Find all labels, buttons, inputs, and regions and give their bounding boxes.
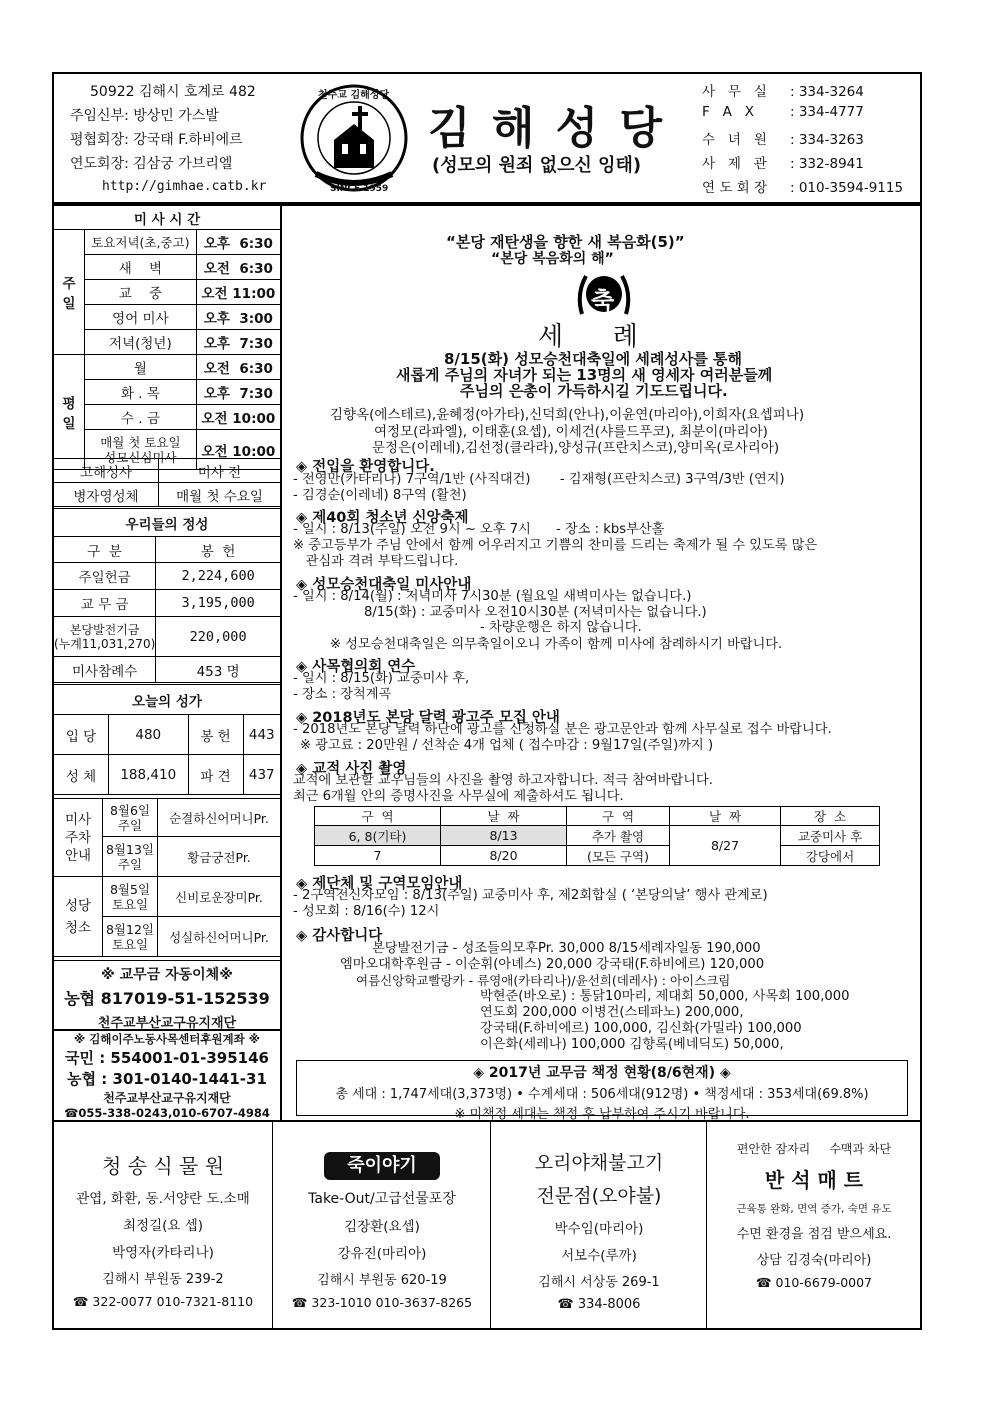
extra-value: 미사 전 [159,459,281,483]
photo-cell: 7 [315,846,441,866]
ad-line: 김해시 서상동 269-1 [538,1275,660,1290]
photo-table-head: 날 짜 [441,807,567,826]
confession-table [53,458,281,507]
youth-festival-line-2: ※ 중고등부가 주님 안에서 함께 어우러지고 기쁨의 찬미를 드리는 축제가 될 수 있도록 많은 [293,538,818,553]
calendar-ad-line-2: ※ 광고료 : 20만원 / 선착순 4개 업체 ( 접수마감 : 9월17일(주일)까지 ) [300,738,714,753]
tithe-status-box [296,1060,908,1122]
ad-plant-nursery [54,1130,272,1309]
duty-date: 8월6일 주일 [103,799,158,837]
ad-phone: ☎ 323-1010 010-3637-8265 [291,1295,473,1310]
parish-url[interactable]: http://gimhae.catb.kr [102,179,267,194]
assumption-line-2: 8/15(화) : 교중미사 오전10시30분 (저녁미사는 없습니다.) [364,605,707,620]
duty-table [53,798,281,957]
ad-porridge-shop [274,1130,490,1310]
ad-line: 김해시 부원동 620-19 [317,1273,447,1288]
group-meeting-line-1: - 2구역전신자모임 : 8/13(주일) 교중미사 후, 제2회합실 ( ‘본당의날’ 행사 관계로) [293,888,768,903]
extra-value: 매월 첫 수요일 [159,483,281,507]
contact-list [702,80,903,200]
contact-label: 사 제 관 [702,156,767,172]
ad-logo-box [324,1152,440,1180]
ad-line: 강유진(마리아) [337,1246,427,1262]
ad-mattress [708,1130,920,1290]
photo-cell: 8/13 [441,826,567,846]
ad-title: 반 석 매 트 [764,1168,864,1192]
mass-time: 오후 7:30 [196,380,280,405]
photo-table-head: 구 역 [315,807,441,826]
parish-priest: 주임신부: 방상민 가스발 [70,108,219,124]
mass-time: 오후 6:30 [196,230,280,255]
mass-name: 월 [85,355,197,380]
ad-line: Take-Out/고급선물포장 [308,1191,456,1207]
center-account-kb: 국민 : 554001-01-395146 [65,1049,269,1067]
duty-group: 성실하신어머니Pr. [158,917,281,957]
baptism-title: 세 례 [538,322,638,352]
offering-table [53,508,281,683]
contact-label: 사 무 실 [702,84,767,100]
hymn-label: 입 당 [54,715,109,755]
extra-label: 고해성사 [54,459,159,483]
thanks-line-5: 연도회 200,000 이병건(스테파노) 200,000, [480,1005,744,1020]
celebrate-text: 축 [591,287,615,315]
assumption-heading: ◈ 성모승천대축일 미사안내 [296,577,472,593]
sunday-label: 주 일 [54,230,85,355]
baptism-line-1: 8/15(화) 성모승천대축일에 세례성사를 통해 [444,350,743,368]
duty-group: 신비로운장미Pr. [158,877,281,917]
mass-title: 미 사 시 간 [54,206,281,230]
clean-label: 성당 청소 [54,877,103,957]
photo-table-head: 구 역 [567,807,670,826]
assumption-line-1: - 일시 : 8/14(월) : 저녁미사 7시30분 (월요일 새벽미사는 없습니다.) [293,589,692,604]
council-retreat-line-1: - 일시 : 8/15(화) 교중미사 후, [293,671,470,686]
photo-schedule-table [314,806,880,866]
contact-value: : 332-8941 [790,156,864,172]
photo-cell: 교중미사 후 [781,826,880,846]
mass-time: 오후 7:30 [196,330,280,355]
offering-value: 220,000 [156,617,281,657]
offering-label: 교 무 금 [54,590,156,617]
council-retreat-heading: ◈ 사목협의회 연수 [296,659,416,675]
baptism-names-3: 문정은(이레네),김선정(클라라),양성규(프란치스코),양미옥(로사리아) [372,440,780,456]
baptism-line-2: 새롭게 주님의 자녀가 되는 13명의 새 영세자 여러분들께 [396,366,773,384]
offering-value: 2,224,600 [156,563,281,590]
duty-date: 8월12일 토요일 [103,917,158,957]
ad-line: 편안한 잠자리 수맥과 차단 [736,1142,892,1156]
logo-since-text: SINCE 1959 [330,184,389,194]
hymn-number: 437 [243,755,280,795]
ad-title: 오리야채불고기 [534,1152,664,1174]
offering-value: 453 명 [156,657,281,683]
tithe-status-title: ◈ 2017년 교무금 책정 현황(8/6현재) ◈ [473,1065,731,1081]
ad-duck-restaurant [492,1130,706,1312]
welcome-line-2: - 김경순(이레네) 8구역 (활천) [293,488,467,503]
offering-value: 3,195,000 [156,590,281,617]
parish-title: 김 해 성 당 [428,103,665,154]
logo-top-text: 천주교 김해성당 [318,90,390,101]
ad-line: 상담 김경숙(마리아) [756,1253,872,1268]
ad-line: 근육통 완화, 면역 증가, 숙면 유도 [736,1203,892,1215]
hymn-label: 성 체 [54,755,109,795]
photo-table-head: 장 소 [781,807,880,826]
mass-name: 저녁(청년) [85,330,197,355]
tithe-status-line-2: ※ 미책정 세대는 책정 후 납부하여 주시기 바랍니다. [454,1107,750,1122]
group-meeting-heading: ◈ 제단체 및 구역모임안내 [296,876,463,892]
photo-cell: 8/20 [441,846,567,866]
contact-label: F A X [702,104,754,120]
bank-transfer-box [53,960,281,1031]
duty-date: 8월13일 주일 [103,837,158,877]
tithe-status-line-1: 총 세대 : 1,747세대(3,373명) • 수계세대 : 506세대(912명) • 책정세대 : 353세대(69.8%) [335,1087,869,1102]
mass-name: 교 중 [85,280,197,305]
baptism-names-2: 여정모(라파엘), 이태훈(요셉), 이세건(샤를드푸코), 최분이(마리아) [374,424,768,440]
mass-name: 영어 미사 [85,305,197,330]
mass-time: 오전 6:30 [196,255,280,280]
hymn-label: 봉 헌 [188,715,243,755]
yeondo-president: 연도회장: 김삼궁 가브리엘 [70,156,233,172]
duty-date: 8월5일 토요일 [103,877,158,917]
thanks-line-4: 박현준(바오로) : 통닭10마리, 제대회 50,000, 사목회 100,000 [480,989,850,1004]
offering-label: 미사참례수 [54,657,156,683]
hymn-label: 파 견 [188,755,243,795]
bank-owner: 천주교부산교구유지재단 [97,1016,237,1031]
group-meeting-line-2: - 성모회 : 8/16(수) 12시 [293,904,440,919]
assumption-line-4: ※ 성모승천대축일은 의무축일이오니 가족이 함께 미사에 참례하시기 바랍니다. [330,637,783,652]
extra-label: 병자영성체 [54,483,159,507]
photo-heading: ◈ 교적 사진 촬영 [296,761,407,777]
offering-label: 본당발전기금 (누계11,031,270) [54,617,156,657]
hymn-table [53,684,281,795]
ad-line: 김해시 부원동 239-2 [102,1272,224,1287]
ad-line: 최정길(요 셉) [122,1218,204,1234]
hymn-title: 오늘의 성가 [54,685,281,715]
bank-account: 농협 817019-51-152539 [64,989,270,1008]
calendar-ad-heading: ◈ 2018년도 본당 달력 광고주 모집 안내 [296,710,560,726]
duty-group: 황금궁전Pr. [158,837,281,877]
ad-line: 서보수(루까) [561,1248,637,1264]
contact-label: 연 도 회 장 [702,180,768,196]
hymn-number: 480 [109,715,189,755]
ad-line: 박영자(카타리나) [112,1245,214,1261]
duty-group: 순결하신어머니Pr. [158,799,281,837]
mass-time: 오전 10:00 [196,405,280,430]
mass-time: 오후 3:00 [196,305,280,330]
photo-cell: 추가 촬영 [567,826,670,846]
migrant-center-box [53,1030,281,1120]
ad-phone: ☎ 334-8006 [557,1297,641,1312]
thanks-line-7: 이은화(세레나) 100,000 김향록(베네딕도) 50,000, [480,1037,784,1052]
parish-subtitle: (성모의 원죄 없으신 잉태) [432,155,642,176]
welcome-heading: ◈ 전입을 환영합니다. [296,459,435,475]
ad-title: 청 송 식 물 원 [101,1154,225,1178]
contact-value: : 334-4777 [790,104,864,120]
thanks-line-3: 여름신앙학교빨랑카 - 류영애(카타리나)/윤선희(데레사) : 아이스크림 [356,973,731,988]
ad-line: 수면 환경을 점검 받으세요. [736,1227,892,1242]
photo-cell: 6, 8(기타) [315,826,441,846]
ad-line: 박수임(마리아) [554,1221,644,1237]
photo-cell: 8/27 [670,826,781,866]
ad-phone: ☎ 322-0077 010-7321-8110 [72,1294,254,1309]
slogan-main: “본당 재탄생을 향한 새 복음화(5)” [446,233,685,251]
center-account-nh: 농협 : 301-0140-1441-31 [67,1070,267,1088]
mass-time: 오전 10:00 [196,430,280,470]
contact-value: : 334-3263 [790,132,864,148]
thanks-line-6: 강국태(F.하비에르) 100,000, 김신화(가밀라) 100,000 [480,1021,802,1036]
baptism-line-3: 주님의 은총이 가득하시길 기도드립니다. [460,382,728,400]
slogan-sub: “본당 복음화의 해” [491,251,614,267]
mass-name: 새 벽 [85,255,197,280]
offering-label: 주일헌금 [54,563,156,590]
center-phone: ☎055-338-0243,010-6707-4984 [64,1106,270,1120]
ad-phone: ☎ 010-6679-0007 [755,1275,873,1290]
hymn-number: 443 [243,715,280,755]
council-president: 평협회장: 강국태 F.하비에르 [70,132,243,148]
mass-name: 토요저녁(초,중고) [85,230,197,255]
bank-title: ※ 교무금 자동이체※ [101,967,233,983]
mass-time: 오전 6:30 [196,355,280,380]
center-title: ※ 김해이주노동사목센터후원계좌 ※ [74,1032,260,1046]
ad-line: 김장환(요셉) [344,1219,420,1235]
mass-name: 수 . 금 [85,405,197,430]
contact-label: 수 녀 원 [702,132,767,148]
weekday-label: 평 일 [54,355,85,470]
thanks-heading: ◈ 감사합니다 [296,928,383,944]
ad-line: 관엽, 화환, 동.서양란 도.소매 [76,1191,250,1207]
council-retreat-line-2: - 장소 : 장척계곡 [293,687,392,702]
photo-table-head: 날 짜 [670,807,781,826]
photo-line-1: 교적에 보관할 교우님들의 사진을 촬영 하고자합니다. 적극 참여바랍니다. [293,773,713,788]
contact-value: : 334-3264 [790,84,864,100]
traffic-label: 미사 주차 안내 [54,799,103,877]
mass-name: 화 . 목 [85,380,197,405]
thanks-line-1: 본당발전기금 - 성조들의모후Pr. 30,000 8/15세례자일동 190,000 [372,941,761,956]
offering-title: 우리들의 정성 [54,509,281,537]
mass-schedule-table [53,205,281,470]
photo-line-2: 최근 6개월 안의 증명사진을 사무실에 제출하셔도 됩니다. [293,789,624,804]
offering-head: 구 분 [54,537,156,563]
youth-festival-line-3: 관심과 격려 부탁드립니다. [293,554,459,569]
mass-name: 매월 첫 토요일 성모신심미사 [85,430,197,470]
baptism-names-1: 김향옥(에스테르),윤혜정(아가타),신덕희(안나),이윤연(마리아),이희자(요셉피나) [330,407,805,423]
ad-title: 전문점(오야불) [536,1185,662,1207]
parish-address: 50922 김해시 호계로 482 [90,84,256,100]
ad-logo: 죽이야기 [347,1155,417,1176]
assumption-line-3: - 차량운행은 하지 않습니다. [480,620,642,635]
photo-cell: (모든 구역) [567,846,670,866]
center-owner: 천주교부산교구유지재단 [103,1091,231,1105]
mass-time: 오전 11:00 [196,280,280,305]
youth-festival-heading: ◈ 제40회 청소년 신앙축제 [296,510,469,526]
calendar-ad-line-1: - 2018년도 본당 달력 하단에 광고를 신청하실 분은 광고문안과 함께 사무실로 접수 바랍니다. [293,722,832,737]
offering-head: 봉 헌 [156,537,281,563]
hymn-number: 188,410 [109,755,189,795]
youth-festival-line-1: - 일시 : 8/13(주일) 오전 9시 ~ 오후 7시 - 장소 : kbs부산홀 [293,522,665,537]
contact-value: : 010-3594-9115 [790,180,904,196]
welcome-line-1: - 전영만(카타리나) 7구역/1반 (사직대건) - 김재형(프란치스코) 3구역/3반 (연지) [293,472,785,487]
thanks-line-2: 엠마오대학후원금 - 이순휘(아녜스) 20,000 강국태(F.하비에르) 120,000 [340,957,765,972]
photo-cell: 강당에서 [781,846,880,866]
